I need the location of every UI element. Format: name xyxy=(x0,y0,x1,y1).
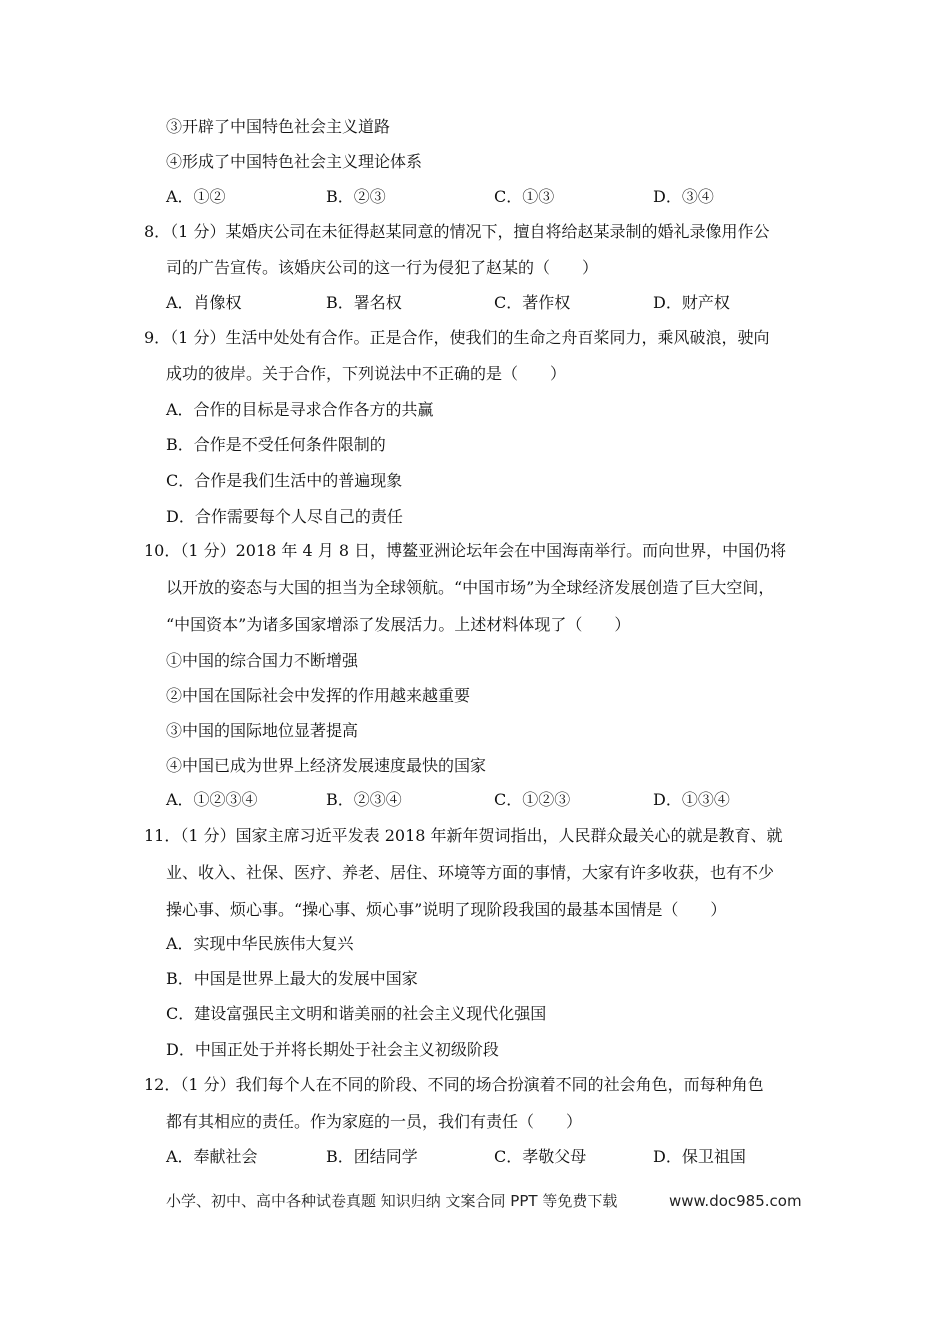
q8-option-d[interactable]: D．财产权 xyxy=(653,293,730,312)
q10-option-c[interactable]: C．①②③ xyxy=(494,790,571,809)
q11-option-a[interactable]: A．实现中华民族伟大复兴 xyxy=(166,934,354,953)
q7-option-b[interactable]: B．②③ xyxy=(326,187,386,206)
q8-stem-line-2: 司的广告宣传。该婚庆公司的这一行为侵犯了赵某的（ ） xyxy=(166,258,599,277)
q10-item-1: ①中国的综合国力不断增强 xyxy=(166,651,359,670)
q10-stem-line-1: 10．（1 分）2018 年 4 月 8 日，博鳌亚洲论坛年会在中国海南举行。而向世界，中国仍将 xyxy=(144,541,787,560)
footer-promo-text: 小学、初中、高中各种试卷真题 知识归纳 文案合同 PPT 等免费下载 xyxy=(166,1192,618,1210)
q11-option-b[interactable]: B．中国是世界上最大的发展中国家 xyxy=(166,969,418,988)
q9-option-a[interactable]: A．合作的目标是寻求合作各方的共赢 xyxy=(166,400,434,419)
q7-item-4: ④形成了中国特色社会主义理论体系 xyxy=(166,152,423,171)
q12-option-c[interactable]: C．孝敬父母 xyxy=(494,1147,587,1166)
q9-option-c[interactable]: C．合作是我们生活中的普遍现象 xyxy=(166,471,403,490)
q10-option-d[interactable]: D．①③④ xyxy=(653,790,730,809)
q9-stem-line-2: 成功的彼岸。关于合作，下列说法中不正确的是（ ） xyxy=(166,364,567,383)
q12-option-a[interactable]: A．奉献社会 xyxy=(166,1147,258,1166)
q11-stem-line-1: 11．（1 分）国家主席习近平发表 2018 年新年贺词指出，人民群众最关心的就是教育、就 xyxy=(144,826,783,845)
q12-stem-line-2: 都有其相应的责任。作为家庭的一员，我们有责任（ ） xyxy=(166,1112,583,1131)
q8-option-c[interactable]: C．著作权 xyxy=(494,293,571,312)
q11-stem-line-2: 业、收入、社保、医疗、养老、居住、环境等方面的事情，大家有许多收获，也有不少 xyxy=(166,863,775,882)
q9-option-d[interactable]: D．合作需要每个人尽自己的责任 xyxy=(166,507,403,526)
q12-stem-line-1: 12．（1 分）我们每个人在不同的阶段、不同的场合扮演着不同的社会角色，而每种角色 xyxy=(144,1075,764,1094)
q7-option-a[interactable]: A．①② xyxy=(166,187,226,206)
q9-option-b[interactable]: B．合作是不受任何条件限制的 xyxy=(166,435,386,454)
q10-item-4: ④中国已成为世界上经济发展速度最快的国家 xyxy=(166,756,487,775)
q10-stem-line-3: “中国资本”为诸多国家增添了发展活力。上述材料体现了（ ） xyxy=(166,615,631,634)
q11-option-d[interactable]: D．中国正处于并将长期处于社会主义初级阶段 xyxy=(166,1040,499,1059)
q8-option-a[interactable]: A．肖像权 xyxy=(166,293,242,312)
q8-option-b[interactable]: B．署名权 xyxy=(326,293,402,312)
footer-url[interactable]: www.doc985.com xyxy=(669,1192,802,1210)
q11-stem-line-3: 操心事、烦心事。“操心事、烦心事”说明了现阶段我国的最基本国情是（ ） xyxy=(166,900,727,919)
q12-option-d[interactable]: D．保卫祖国 xyxy=(653,1147,746,1166)
q7-option-c[interactable]: C．①③ xyxy=(494,187,555,206)
q10-option-b[interactable]: B．②③④ xyxy=(326,790,402,809)
q7-item-3: ③开辟了中国特色社会主义道路 xyxy=(166,117,391,136)
q12-option-b[interactable]: B．团结同学 xyxy=(326,1147,418,1166)
q10-stem-line-2: 以开放的姿态与大国的担当为全球领航。“中国市场”为全球经济发展创造了巨大空间， xyxy=(166,578,775,597)
q11-option-c[interactable]: C．建设富强民主文明和谐美丽的社会主义现代化强国 xyxy=(166,1004,547,1023)
q7-option-d[interactable]: D．③④ xyxy=(653,187,714,206)
q10-item-2: ②中国在国际社会中发挥的作用越来越重要 xyxy=(166,686,471,705)
q10-item-3: ③中国的国际地位显著提高 xyxy=(166,721,359,740)
q10-option-a[interactable]: A．①②③④ xyxy=(166,790,258,809)
q9-stem-line-1: 9．（1 分）生活中处处有合作。正是合作，使我们的生命之舟百桨同力，乘风破浪，驶向 xyxy=(144,328,770,347)
q8-stem-line-1: 8．（1 分）某婚庆公司在未征得赵某同意的情况下，擅自将给赵某录制的婚礼录像用作公 xyxy=(144,222,770,241)
